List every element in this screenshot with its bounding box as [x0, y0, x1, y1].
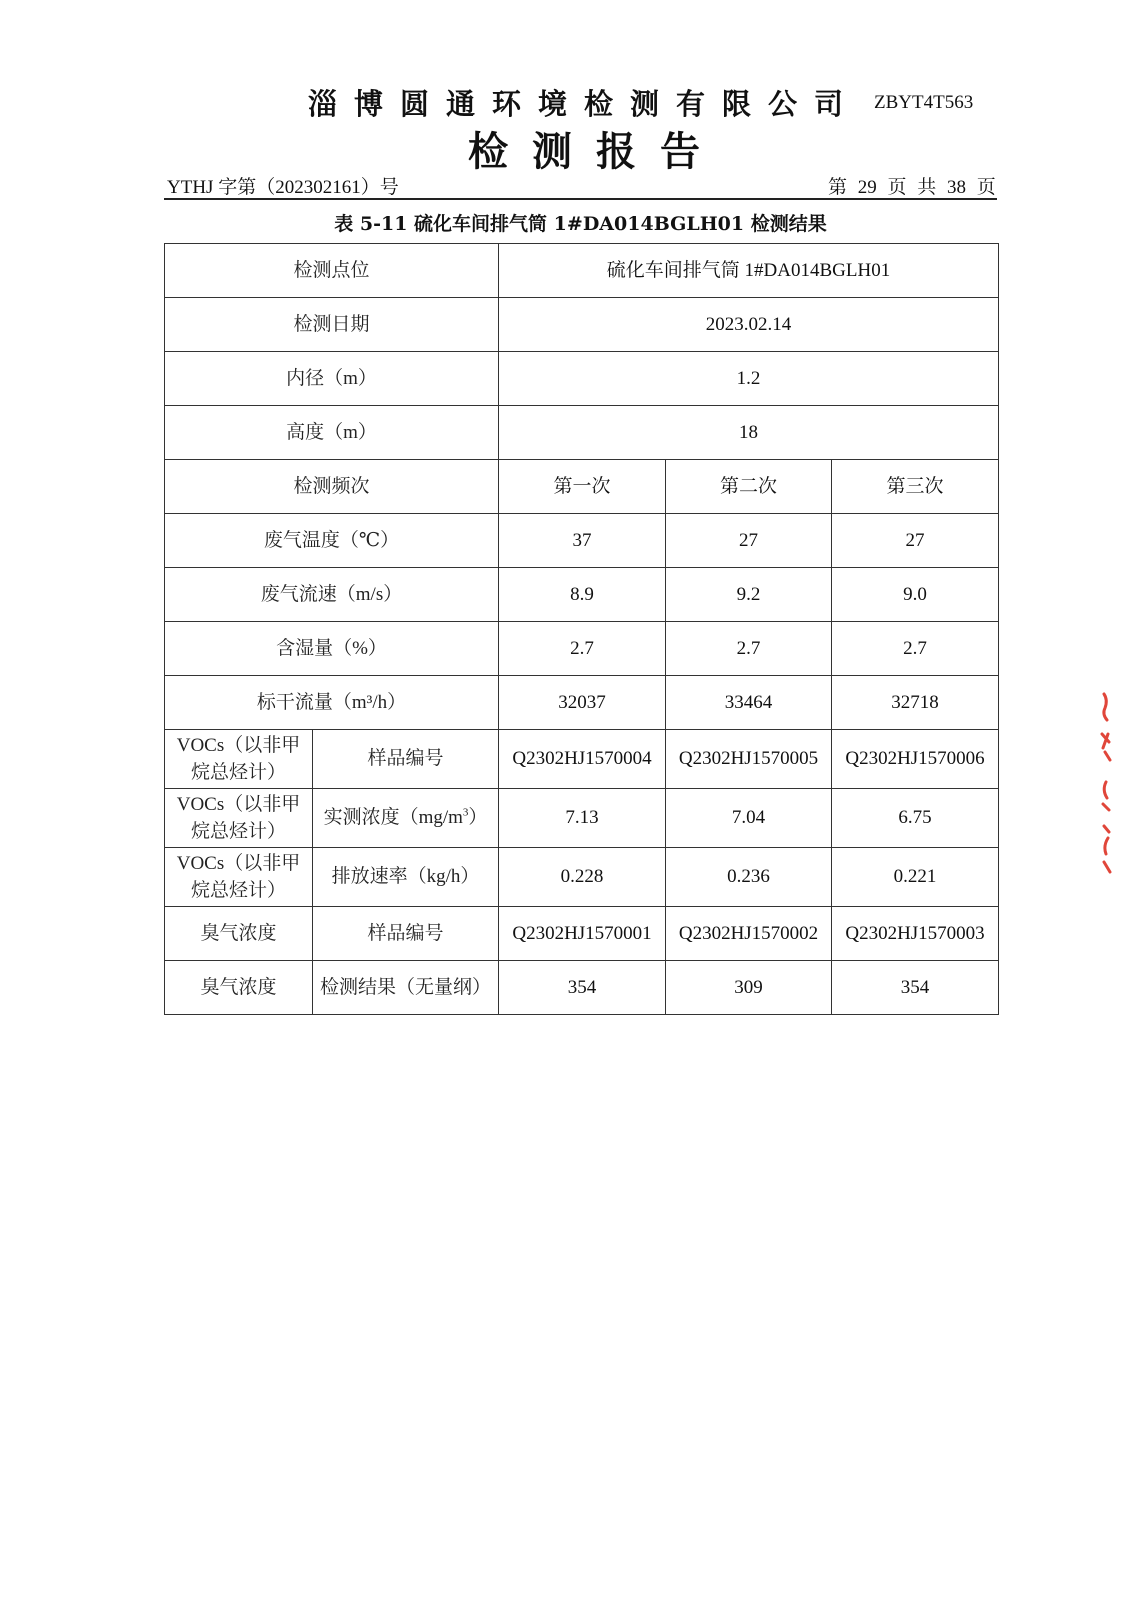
voc-label: VOCs（以非甲烷总烃计） — [165, 789, 313, 848]
results-table — [164, 243, 999, 1015]
table-cell: 27 — [832, 514, 999, 568]
table-cell: 309 — [666, 961, 832, 1015]
table-row — [165, 848, 999, 907]
row-label: 含湿量（%） — [165, 622, 499, 676]
company-name: 淄博圆通环境检测有限公司 — [308, 87, 861, 121]
point-value: 硫化车间排气筒 1#DA014BGLH01 — [499, 244, 999, 298]
header-rule — [164, 198, 997, 200]
voc-label: VOCs（以非甲烷总烃计） — [165, 730, 313, 789]
voc-label: VOCs（以非甲烷总烃计） — [165, 848, 313, 907]
table-cell: 0.228 — [499, 848, 666, 907]
diameter-value: 1.2 — [499, 352, 999, 406]
page-word: 页 — [887, 177, 907, 198]
sample-no-label: 样品编号 — [313, 907, 499, 961]
table-row — [165, 730, 999, 789]
diameter-label: 内径（m） — [165, 352, 499, 406]
page-current: 29 — [857, 177, 877, 198]
table-cell: 33464 — [666, 676, 832, 730]
table-cell: 7.04 — [666, 789, 832, 848]
concentration-label — [313, 789, 499, 848]
table-cell: Q2302HJ1570004 — [499, 730, 666, 789]
sample-no-label: 样品编号 — [313, 730, 499, 789]
report-number: YTHJ 字第（202302161）号 — [167, 177, 399, 198]
red-seal-stamp — [1098, 690, 1112, 880]
point-label: 检测点位 — [165, 244, 499, 298]
stamp-strokes — [1102, 694, 1110, 872]
date-value: 2023.02.14 — [499, 298, 999, 352]
table-cell: 9.2 — [666, 568, 832, 622]
frequency-label: 检测频次 — [165, 460, 499, 514]
report-title: 检测报告 — [468, 128, 724, 175]
table-cell: 9.0 — [832, 568, 999, 622]
table-cell: 37 — [499, 514, 666, 568]
page-total: 38 — [947, 177, 967, 198]
odor-label: 臭气浓度 — [165, 961, 313, 1015]
page-word: 共 — [917, 177, 937, 198]
table-row — [165, 406, 999, 460]
table-caption: 表 5-11 硫化车间排气筒 1#DA014BGLH01 检测结果 — [334, 213, 827, 235]
page-word: 页 — [976, 177, 996, 198]
height-label: 高度（m） — [165, 406, 499, 460]
row-label: 标干流量（m³/h） — [165, 676, 499, 730]
table-row — [165, 244, 999, 298]
frequency-2: 第二次 — [666, 460, 832, 514]
table-row — [165, 789, 999, 848]
table-row — [165, 622, 999, 676]
table-row — [165, 907, 999, 961]
concentration-label-close: ） — [468, 807, 488, 828]
odor-label: 臭气浓度 — [165, 907, 313, 961]
table-row — [165, 961, 999, 1015]
table-cell: Q2302HJ1570003 — [832, 907, 999, 961]
odor-result-label: 检测结果（无量纲） — [313, 961, 499, 1015]
table-cell: 0.236 — [666, 848, 832, 907]
concentration-label-sup: 3 — [462, 806, 469, 819]
table-row — [165, 568, 999, 622]
table-cell: 27 — [666, 514, 832, 568]
frequency-1: 第一次 — [499, 460, 666, 514]
table-row — [165, 298, 999, 352]
table-cell: 2.7 — [832, 622, 999, 676]
table-cell: 0.221 — [832, 848, 999, 907]
table-cell: 2.7 — [666, 622, 832, 676]
stamp-stroke — [1103, 782, 1109, 810]
row-label: 废气流速（m/s） — [165, 568, 499, 622]
table-cell: Q2302HJ1570002 — [666, 907, 832, 961]
table-cell: Q2302HJ1570001 — [499, 907, 666, 961]
date-label: 检测日期 — [165, 298, 499, 352]
concentration-label-text: 实测浓度（mg/m — [323, 807, 463, 828]
page-word: 第 — [828, 177, 848, 198]
table-cell: 354 — [832, 961, 999, 1015]
row-label: 废气温度（℃） — [165, 514, 499, 568]
table-row — [165, 460, 999, 514]
rate-label: 排放速率（kg/h） — [313, 848, 499, 907]
page-indicator — [828, 172, 996, 199]
frequency-3: 第三次 — [832, 460, 999, 514]
stamp-stroke — [1104, 826, 1110, 872]
table-cell: 2.7 — [499, 622, 666, 676]
table-cell: Q2302HJ1570005 — [666, 730, 832, 789]
stamp-stroke — [1104, 694, 1107, 720]
table-cell: Q2302HJ1570006 — [832, 730, 999, 789]
stamp-stroke — [1102, 734, 1110, 760]
table-row — [165, 352, 999, 406]
height-value: 18 — [499, 406, 999, 460]
document-code: ZBYT4T563 — [874, 92, 974, 113]
table-cell: 32037 — [499, 676, 666, 730]
table-cell: 7.13 — [499, 789, 666, 848]
table-cell: 8.9 — [499, 568, 666, 622]
table-cell: 6.75 — [832, 789, 999, 848]
table-cell: 354 — [499, 961, 666, 1015]
table-cell: 32718 — [832, 676, 999, 730]
table-row — [165, 514, 999, 568]
table-row — [165, 676, 999, 730]
